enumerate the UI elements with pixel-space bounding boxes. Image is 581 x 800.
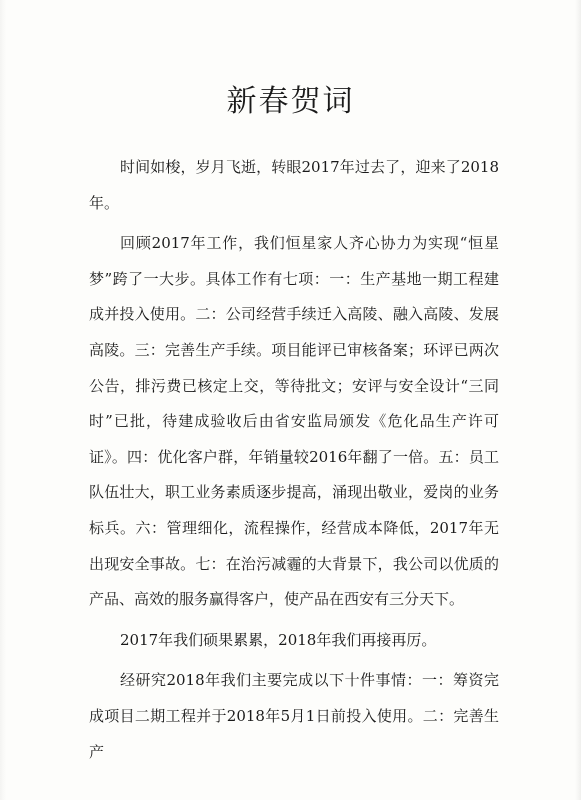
paragraph-summary: 2017年我们硕果累累，2018年我们再接再厉。 bbox=[120, 630, 437, 649]
paragraph-review-2017: 回顾2017年工作，我们恒星家人齐心协力为实现“恒星梦”跨了一大步。具体工作有七项：一：生产基地一期工程建成并投入使用。二：公司经营手续迁入高陵、融入高陵、发展高陵。三：完善生产手续。项目能评已审核备案；环评已两次公告，排污费已核定上交，等待批文；安评与安全设计“三同时”已批，待建成验收后由省安监局颁发《危化品生产许可证》。四：优化客户群，年销量较2016年翻了一倍。五：员工队伍壮大，职工业务素质逐步提高，涌现出敬业，爱岗的业务标兵。六：管理细化，流程操作，经营成本降低，2017年无出现安全事故。七：在治污减霾的大背景下，我公司以优质的产品、高效的服务赢得客户，使产品在西安有三分天下。 bbox=[89, 234, 499, 609]
paragraph-intro: 时间如梭，岁月飞逝，转眼2017年过去了，迎来了2018年。 bbox=[89, 158, 499, 212]
document-title: 新春贺词 bbox=[226, 84, 355, 119]
paragraph-plan-2018: 经研究2018年我们主要完成以下十件事情：一：筹资完成项目二期工程并于2018年5月1日前投入使用。二：完善生产 bbox=[89, 671, 499, 761]
document-body bbox=[89, 150, 499, 770]
